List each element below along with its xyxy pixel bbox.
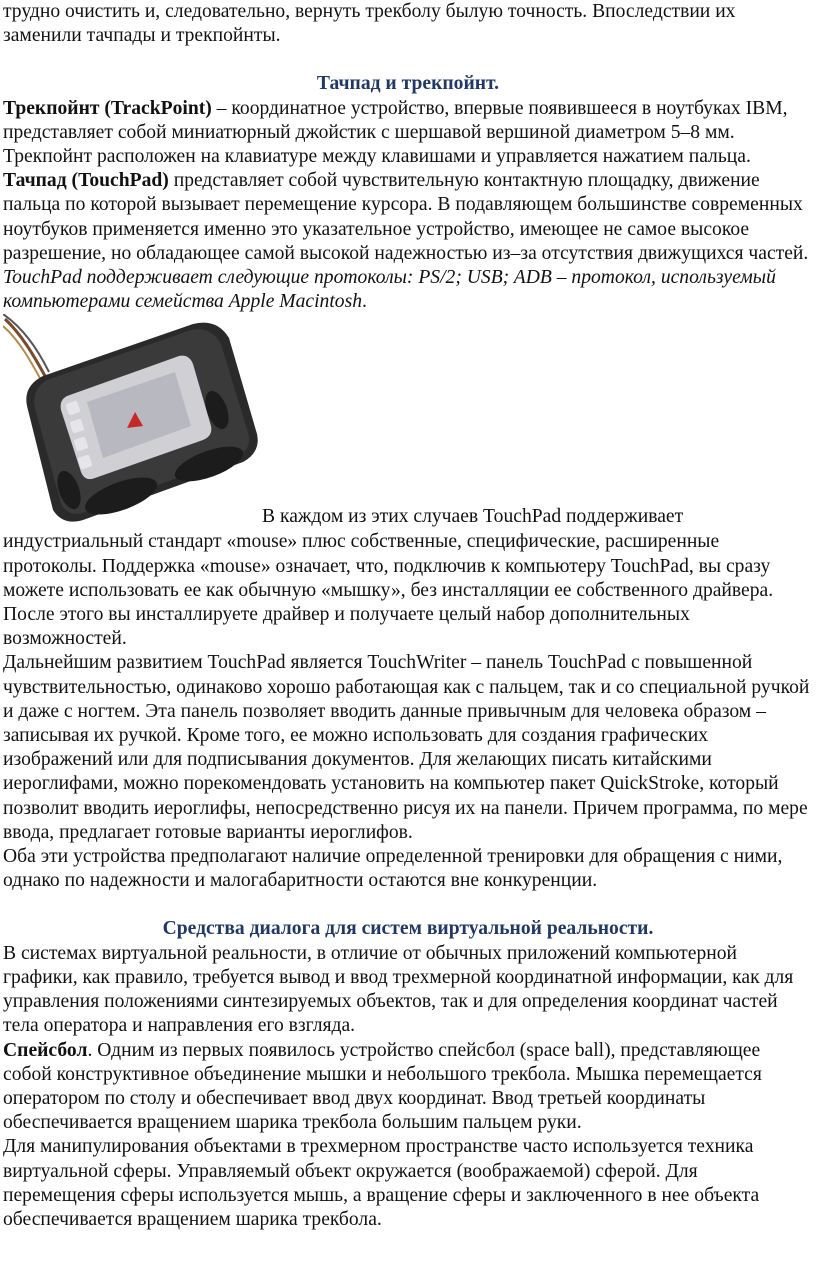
trackpoint-paragraph — [3, 97, 813, 170]
protocols-end: . — [362, 291, 367, 313]
spacer — [3, 893, 813, 917]
touchpad-term: Тачпад (TouchPad) — [3, 170, 169, 192]
figure-inline-text: В каждом из этих случаев TouchPad поддерживает — [262, 506, 684, 528]
section-heading-vr: Средства диалога для систем виртуальной реальности. — [162, 918, 654, 940]
spaceball-term: Спейсбол — [3, 1039, 88, 1061]
trackpoint-term: Трекпойнт (TrackPoint) — [3, 97, 212, 119]
touchpad-device-image — [3, 314, 261, 528]
touchpad-text: представляет собой чувствительную контактную площадку, движение пальца по которой вызывает перемещение курсора. В подавляющем большинстве современных ноутбуков применяется именно это указательное устройство, имеющее не самое высокое разрешение, но обладающее самой высокой надежностью из–за отсутствия движущихся частей. — [3, 170, 809, 264]
figure-row — [3, 314, 813, 530]
spaceball-paragraph — [3, 1039, 813, 1136]
touchpad-paragraph — [3, 169, 813, 266]
touchwriter-paragraph: Дальнейшим развитием TouchPad является TouchWriter – панель TouchPad с повышенной чувствительностью, одинаково хорошо работающая как с пальцем, так и со специальной ручкой и даже с ногтем. Эта панель позволяет вводить данные привычным для человека образом – записывая их ручкой. Кроме того, ее можно использовать для создания графических изображений или для подписывания документов. Для желающих писать китайскими иероглифами, можно порекомендовать установить на компьютер пакет QuickStroke, который позволит вводить иероглифы, непосредственно рисуя их на панели. Причем программа, по мере ввода, предлагает готовые варианты иероглифов. — [3, 652, 810, 843]
mouse-support-paragraph: индустриальный стандарт «mouse» плюс собственные, специфические, расширенные протоколы. Поддержка «mouse» означает, что, подключив к компьютеру TouchPad, вы сразу можете использовать ее как обычную «мышку», без инсталляции ее собственного драйвера. После этого вы инсталлируете драйвер и получаете целый набор дополнительных возможностей. — [3, 531, 774, 650]
both-devices-paragraph: Оба эти устройства предполагают наличие определенной тренировки для обращения с ними, однако по надежности и малогабаритности остаются вне конкуренции. — [3, 846, 783, 892]
virtual-sphere-paragraph: Для манипулирования объектами в трехмерном пространстве часто используется техника виртуальной сферы. Управляемый объект окружается (воображаемой) сферой. Для перемещения сферы используется мышь, а вращение сферы и заключенного в нее объекта обеспечивается вращением шарика трекбола. — [3, 1136, 760, 1230]
section-heading-touchpad: Тачпад и трекпойнт. — [316, 73, 500, 95]
intro-line-1: трудно очистить и, следовательно, вернуть трекболу былую точность. Впоследствии их — [3, 1, 736, 22]
protocols-paragraph — [3, 266, 813, 314]
spaceball-text: . Одним из первых появилось устройство спейсбол (space ball), представляющее собой конструктивное объединение мышки и небольшого трекбола. Мышка перемещается оператором по столу и обеспечивает ввод двух координат. Ввод третьей координаты обеспечивается вращением шарика трекбола большим пальцем руки. — [3, 1039, 762, 1134]
document-page — [3, 0, 813, 1232]
vr-intro-paragraph: В системах виртуальной реальности, в отличие от обычных приложений компьютерной графики, как правило, требуется вывод и ввод трехмерной координатной информации, как для управления положениями синтезируемых объектов, так и для определения координат частей тела оператора и направления его взгляда. — [3, 942, 794, 1037]
spacer — [3, 48, 813, 72]
protocols-text: TouchPad поддерживает следующие протоколы: PS/2; USB; ADB – протокол, используемый компьютерами семейства Apple Macintosh — [3, 267, 776, 313]
intro-paragraph — [3, 0, 813, 48]
intro-line-2: заменили тачпады и трекпойнты. — [3, 25, 281, 47]
trackpoint-text: – координатное устройство, впервые появившееся в ноутбуках IBM, представляет собой миниатюрный джойстик с шершавой вершиной диаметром 5–8 мм. Трекпойнт расположен на клавиатуре между клавишами и управляется нажатием пальца. — [3, 97, 788, 168]
